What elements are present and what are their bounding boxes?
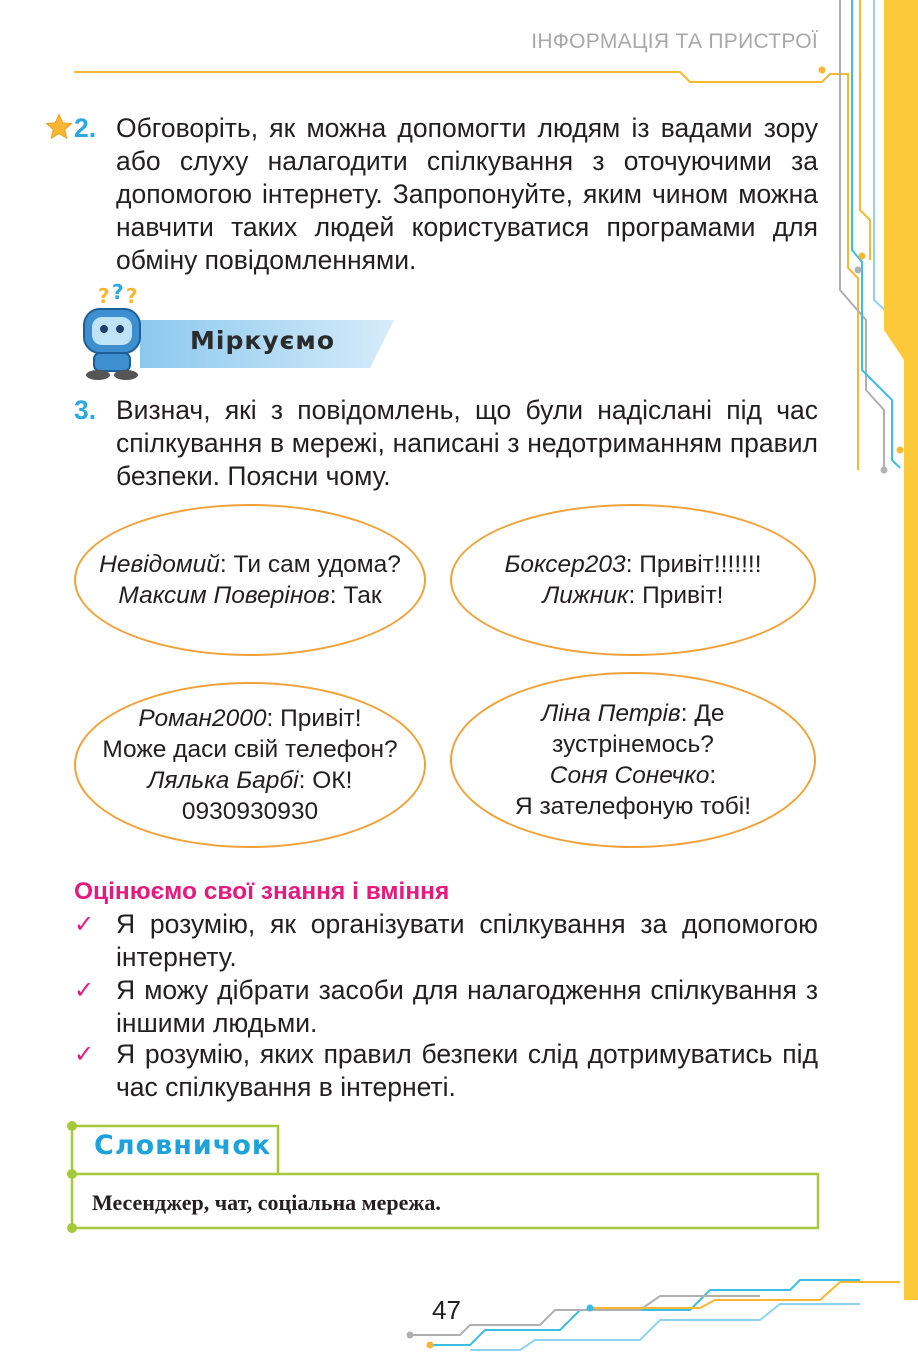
robot-icon	[76, 283, 156, 383]
chat-line: Лижник: Привіт!	[542, 582, 724, 609]
section-header: ІНФОРМАЦІЯ ТА ПРИСТРОЇ	[531, 30, 818, 53]
chat-line: Я зателефоную тобі!	[514, 793, 752, 820]
svg-text:?: ?	[98, 284, 110, 308]
page-number: 47	[432, 1295, 461, 1325]
chat-line: зустрінемось?	[552, 731, 714, 758]
chat-line: Лялька Барбі: ОК!	[147, 767, 353, 794]
task-2-text: Обговоріть, як можна допомогти людям із вадами зору або слуху налагодити спілкування з оточуючими за допомогою інтернету. Запропонуйте, яким чином можна навчити таких людей користуватися програмами для обміну повідомленнями.	[116, 113, 818, 275]
chat-line: Боксер203: Привіт!!!!!!!	[504, 551, 762, 578]
chat-line: Соня Сонечко:	[549, 762, 717, 789]
glossary-title: Словничок	[94, 1130, 272, 1161]
chat-line: Максим Поверінов: Так	[118, 582, 382, 609]
glossary-text: Месенджер, чат, соціальна мережа.	[92, 1190, 441, 1215]
chat-line: Невідомий: Ти сам удома?	[99, 551, 401, 578]
task-3	[74, 394, 818, 494]
task-2	[74, 112, 818, 282]
svg-text:?: ?	[112, 283, 124, 304]
chat-line: 0930930930	[181, 798, 319, 825]
chat-bubble-4	[450, 672, 816, 848]
star-icon	[44, 112, 74, 142]
chat-bubble-1	[74, 504, 426, 656]
chat-line: Роман2000: Привіт!	[138, 705, 362, 732]
checkmark-icon: ✓	[74, 977, 95, 1004]
task-2-number: 2.	[74, 113, 97, 143]
task-3-text: Визнач, які з повідомлень, що були надіслані під час спілкування в мережі, написані з недотриманням правил безпеки. Поясни чому.	[116, 395, 818, 491]
think-banner-label: Міркуємо	[190, 326, 336, 355]
chat-line: Може даси свій телефон?	[102, 736, 398, 763]
checkmark-icon: ✓	[74, 911, 95, 938]
chat-line: Ліна Петрів: Де	[541, 700, 725, 727]
chat-bubble-2	[450, 504, 816, 656]
chat-bubble-3	[74, 682, 426, 848]
task-3-number: 3.	[74, 395, 97, 425]
checkmark-icon: ✓	[74, 1041, 95, 1068]
svg-text:?: ?	[126, 284, 138, 308]
assessment-title: Оцінюємо свої знання і вміння	[74, 878, 450, 905]
